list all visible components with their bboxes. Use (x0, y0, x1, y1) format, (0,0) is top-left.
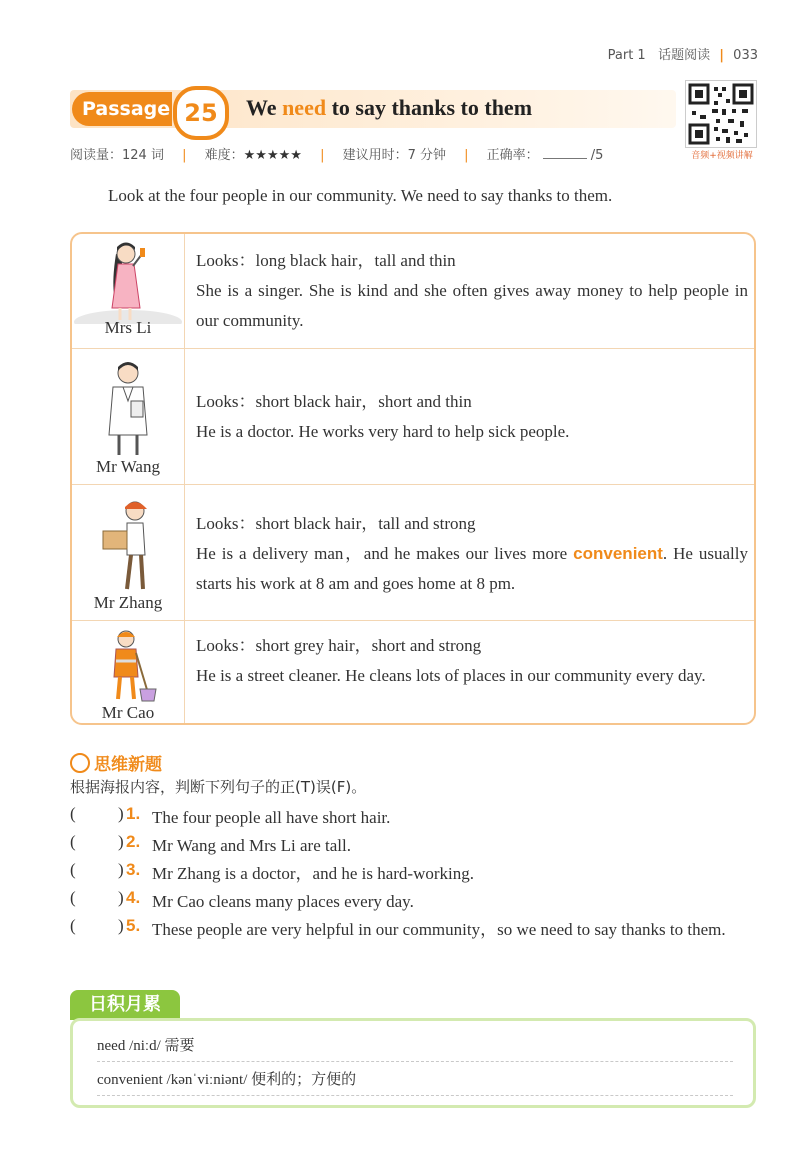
exercise-instruction: 根据海报内容，判断下列句子的正(T)误(F)。 (70, 778, 367, 796)
person-bio: She is a singer. She is kind and she often gives away money to help people in our community. (196, 281, 748, 330)
question-item: ( ) 1. The four people all have short hair. (70, 804, 760, 832)
question-item: ( ) 4. Mr Cao cleans many places every day. (70, 888, 760, 916)
difficulty-stars: ★★★★★ (243, 148, 302, 163)
accuracy-label: 正确率： (486, 148, 539, 163)
delivery-man-illustration-icon (97, 497, 159, 593)
vocab-box (70, 1018, 756, 1108)
question-number: 4. (126, 888, 141, 907)
question-text: Mr Zhang is a doctor，and he is hard-working. (152, 864, 474, 883)
answer-blank[interactable]: ( (70, 804, 76, 823)
reading-meta: 阅读量：124 词 | 难度：★★★★★ | 建议用时：7 分钟 | 正确率： /5 (70, 148, 604, 163)
title-keyword: need (282, 95, 327, 120)
person-row (72, 234, 754, 348)
accuracy-blank[interactable] (543, 158, 587, 159)
community-poster (70, 232, 756, 725)
answer-blank[interactable]: ( (70, 888, 76, 907)
singer-illustration-icon (72, 234, 184, 324)
exercise-heading (70, 750, 162, 775)
answer-blank[interactable]: ( (70, 860, 76, 879)
exercise-heading-text: 思维新题 (94, 755, 162, 775)
header-divider: | (719, 48, 725, 63)
question-number: 1. (126, 804, 141, 823)
intro-sentence: Look at the four people in our community. We need to say thanks to them. (108, 186, 613, 205)
title-part-1: We (246, 95, 283, 120)
bio-keyword: convenient (573, 544, 663, 563)
difficulty-label: 难度： (204, 148, 244, 163)
part-label: Part 1 (607, 48, 646, 63)
person-looks: Looks：short black hair，short and thin (196, 392, 472, 411)
person-looks: Looks：short grey hair，short and strong (196, 636, 482, 655)
person-name: Mr Wang (96, 457, 160, 476)
person-description (196, 387, 748, 447)
person-row (72, 620, 754, 725)
street-cleaner-illustration-icon (100, 627, 160, 703)
passage-title (246, 95, 532, 121)
person-name: Mr Zhang (93, 593, 163, 612)
suggested-time: 建议用时：7 分钟 (342, 148, 446, 163)
question-item: ( ) 2. Mr Wang and Mrs Li are tall. (70, 832, 760, 860)
person-bio (196, 539, 748, 599)
question-item: ( ) 3. Mr Zhang is a doctor，and he is hard-working. (70, 860, 760, 888)
person-looks: Looks：short black hair，tall and strong (196, 514, 476, 533)
vocab-item: need /niːd/ 需要 (97, 1031, 733, 1062)
section-label: 话题阅读 (658, 48, 711, 63)
title-part-2: to say thanks to them (326, 95, 533, 120)
question-item: ( ) 5. These people are very helpful in our community，so we need to say thanks to them. (70, 916, 760, 972)
person-bio: He is a doctor. He works very hard to help sick people. (196, 422, 570, 441)
page-number: 033 (733, 48, 758, 63)
answer-blank[interactable]: ( (70, 832, 76, 851)
person-row (72, 484, 754, 621)
person-row (72, 348, 754, 485)
vocab-tab: 日积月累 (70, 990, 180, 1020)
question-text: The four people all have short hair. (152, 808, 391, 827)
question-number: 2. (126, 832, 141, 851)
person-bio: He is a street cleaner. He cleans lots of places in our community every day. (196, 666, 706, 685)
person-name: Mrs Li (104, 318, 152, 337)
bio-text-2: . He usually starts his work at 8 am and goes home at 8 pm. (196, 544, 748, 593)
question-number: 3. (126, 860, 141, 879)
person-looks: Looks：long black hair，tall and thin (196, 251, 456, 270)
question-number: 5. (126, 916, 141, 935)
vocab-item: convenient /kənˈviːniənt/ 便利的；方便的 (97, 1065, 733, 1096)
word-count: 阅读量：124 词 (70, 148, 164, 163)
question-text: These people are very helpful in our community，so we need to say thanks to them. (152, 920, 726, 939)
person-description (196, 631, 748, 691)
person-description (196, 509, 748, 599)
bio-text-1: He is a delivery man，and he makes our lives more (196, 544, 574, 563)
question-text: Mr Cao cleans many places every day. (152, 892, 414, 911)
doctor-illustration-icon (97, 357, 159, 457)
accuracy-total: /5 (590, 148, 604, 163)
person-name: Mr Cao (101, 703, 155, 722)
question-text: Mr Wang and Mrs Li are tall. (152, 836, 351, 855)
answer-blank[interactable]: ( (70, 916, 76, 935)
page-header (608, 44, 758, 63)
qr-code-icon[interactable] (685, 80, 757, 148)
brain-icon (70, 753, 90, 773)
qr-caption: 音频+视频讲解 (691, 151, 753, 161)
passage-number: 25 (173, 86, 229, 140)
passage-label: Passage (72, 92, 172, 126)
person-description (196, 246, 748, 336)
